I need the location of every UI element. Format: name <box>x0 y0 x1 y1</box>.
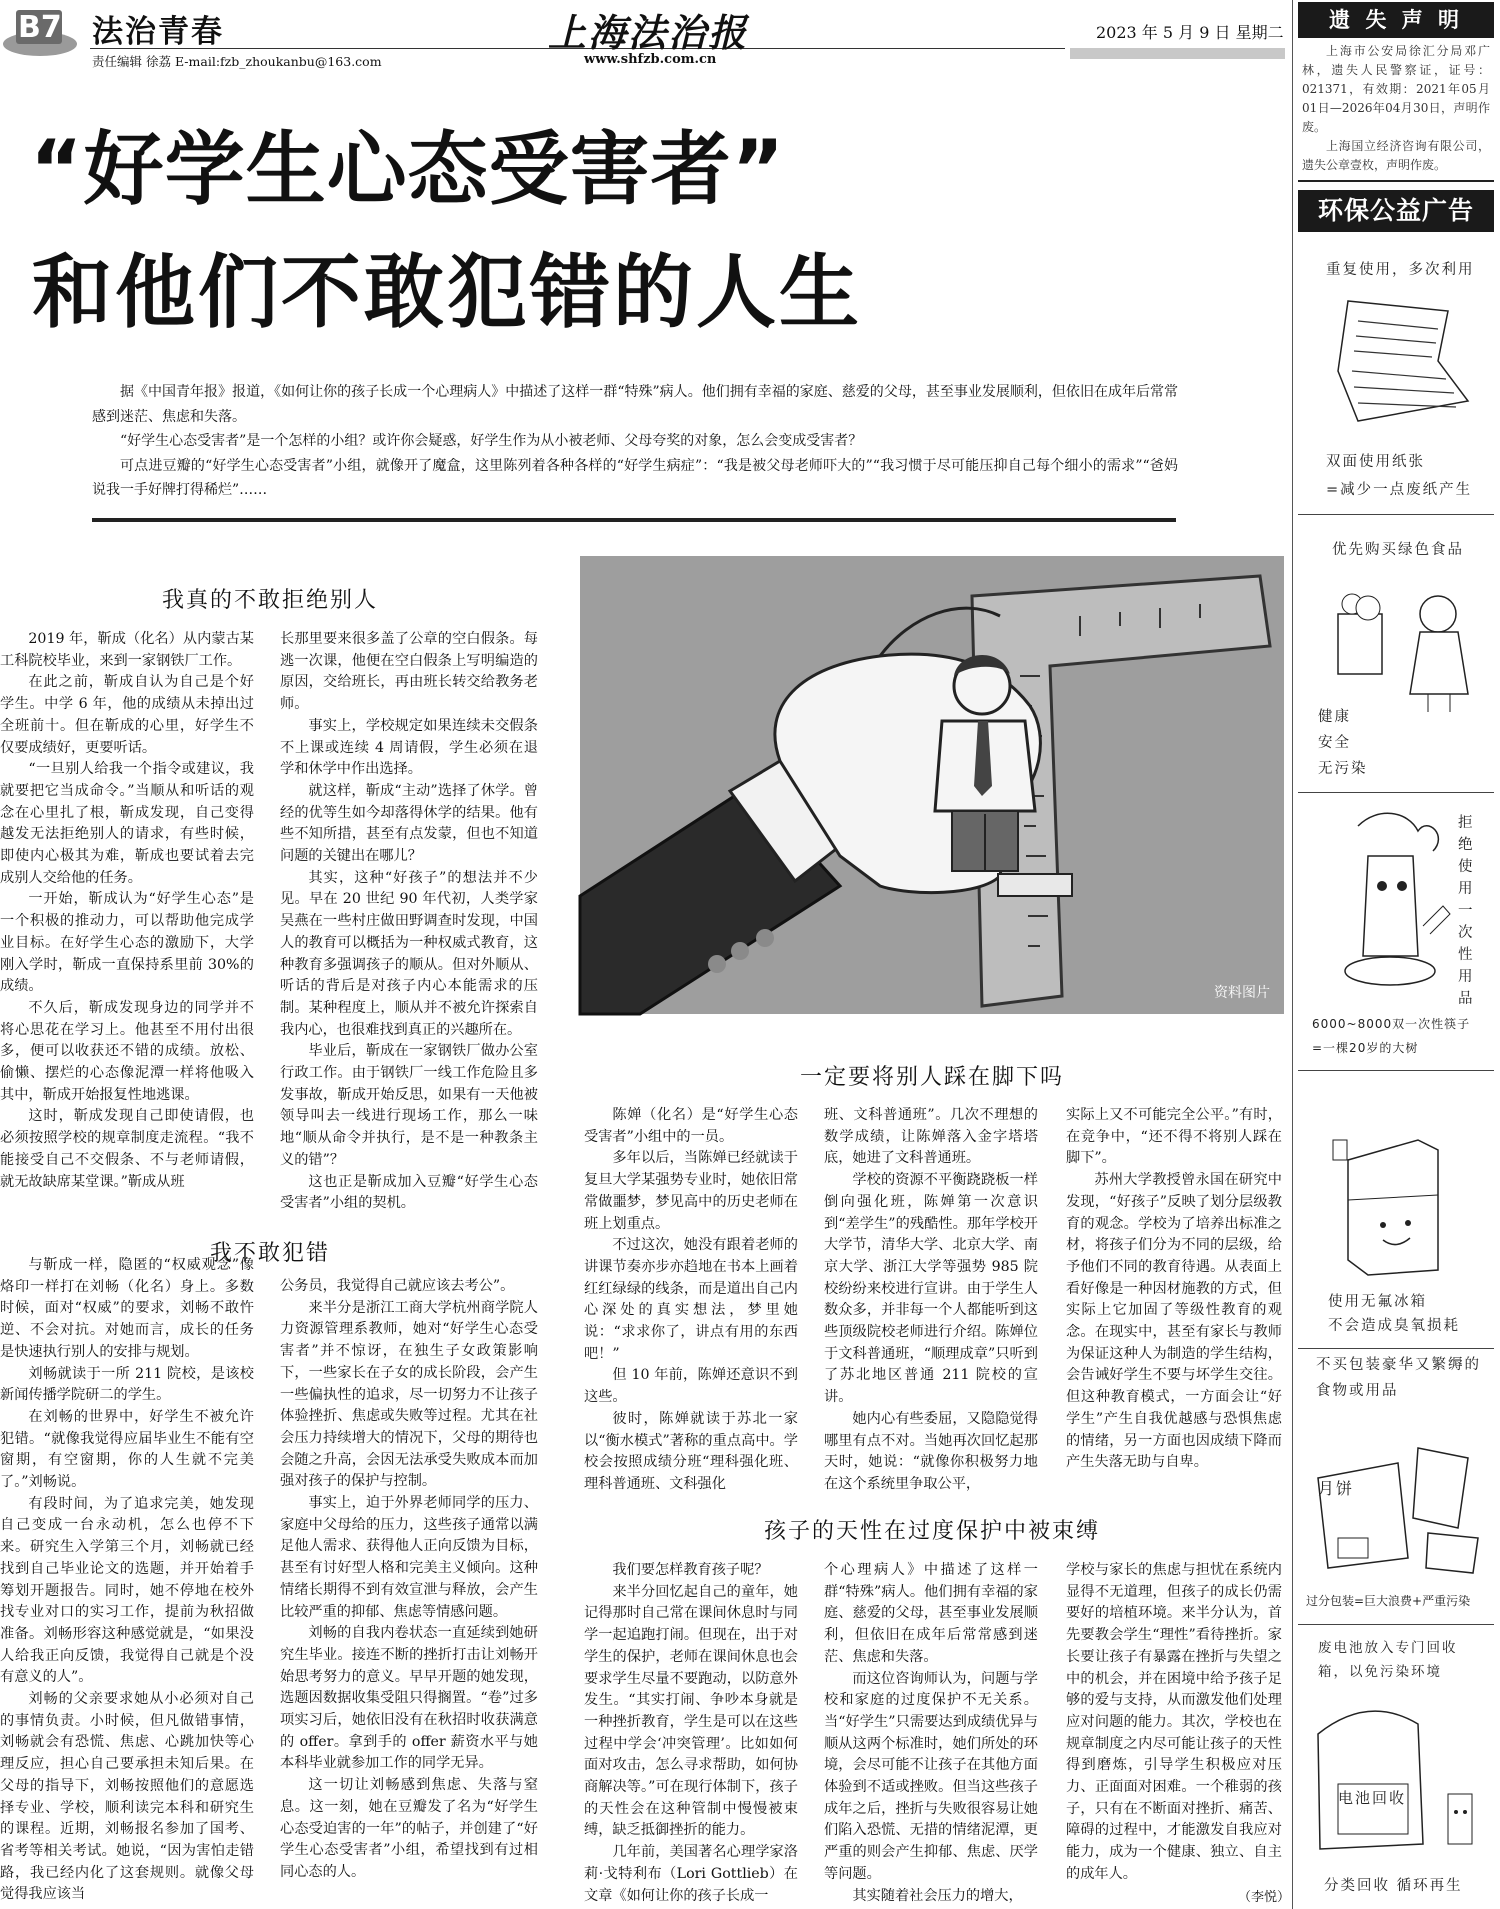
paragraph: 刘畅的自我内卷状态一直延续到她研究生毕业。接连不断的挫折打击让刘畅开始思考努力的意义。早早开题的她发现，选题因数据收集受阻只得搁置。“卷”过多项实习后，她依旧没有在秋招时收获满意的 offer。拿到手的 offer 薪资水平与她本科毕业就参加工作的同学无异。 <box>280 1625 538 1772</box>
section-title-3: 一定要将别人踩在脚下吗 <box>799 1065 1064 1090</box>
ad-bottom-text: 6000~8000双一次性筷子 =一棵20岁的大树 <box>1312 1017 1471 1055</box>
paragraph: 事实上，迫于外界老师同学的压力、家庭中父母给的压力，这些孩子通常以满足他人需求、获得他人正向反馈为目标，甚至有讨好型人格和完美主义倾向。这种情绪长期得不到有效宣泄与释放，会产生比较严重的抑郁、焦虑等情感问题。 <box>280 1495 538 1620</box>
headline-line1: “好学生心态受害者” <box>30 123 786 216</box>
fridge-sketch-icon <box>1328 1130 1478 1280</box>
paragraph: 不久后，靳成发现身边的同学并不将心思花在学习上。他甚至不用付出很多，便可以收获还不错的成绩。放松、偷懒、摆烂的心态像泥潭一样将他吸入其中，靳成开始报复性地逃课。 <box>0 999 254 1103</box>
paragraph: 几年前，美国著名心理学家洛莉·戈特利布（Lori Gottlieb）在文章《如何让你的孩子长成一 <box>584 1844 798 1904</box>
paragraph: 事实上，学校规定如果连续未交假条不上课或连续 4 周请假，学生必须在退学和休学中作出选择。 <box>280 717 538 778</box>
paragraph: 但 10 年前，陈婵还意识不到这些。 <box>584 1367 798 1406</box>
paragraph: “一旦别人给我一个指令或建议，我就要把它当成命令。”当顺从和听话的观念在心里扎了根，靳成发现，自己变得越发无法拒绝别人的请求，有些时候，即使内心极其为难，靳成也要试着去完成别人交给他的任务。 <box>0 761 254 886</box>
ad-top-text: 重复使用，多次利用 <box>1326 262 1475 278</box>
s4-col1 <box>584 1560 798 1909</box>
ad-top-text: 废电池放入专门回收箱，以免污染环境 <box>1318 1640 1458 1680</box>
paragraph: 有段时间，为了追求完美，她发现自己变成一台永动机，怎么也停不下来。研究生入学第三个月，刘畅就已经找到自己毕业论文的选题，并开始着手筹划开题报告。同时，她不停地在校外找专业对口的实习工作，提前为秋招做准备。刘畅形容这种感觉就是，“如果没人给我正向反馈，我觉得自己就是个没有意义的人”。 <box>0 1495 254 1686</box>
paragraph: 实际上又不可能完全公平。”有时，在竞争中，“还不得不将别人踩在脚下”。 <box>1066 1107 1282 1167</box>
section-title-4: 孩子的天性在过度保护中被束缚 <box>763 1519 1100 1544</box>
notice-body <box>1302 42 1490 172</box>
eco-ad-panel <box>1298 1348 1494 1625</box>
paragraph: 毕业后，靳成在一家钢铁厂做办公室行政工作。由于钢铁厂一线工作危险且多发事故，靳成开始反思，如果有一天他被领导叫去一线进行现场工作，那么一味地“顺从命令并执行，是不是一种教条主义的错”？ <box>280 1043 538 1168</box>
header-gray-bar <box>1070 48 1285 59</box>
ad-bottom-text: 健康 安全 无污染 <box>1318 709 1368 777</box>
main-illustration <box>580 556 1284 1014</box>
paragraph: 其实随着社会压力的增大， <box>852 1887 1023 1904</box>
paragraph: 班、文科普通班”。几次不理想的数学成绩，让陈婵落入金字塔塔底，她进了文科普通班。 <box>824 1107 1038 1167</box>
paragraph: 陈婵（化名）是“好学生心态受害者”小组中的一员。 <box>584 1107 798 1145</box>
paragraph: 多年以后，当陈婵已经就读于复旦大学某强势专业时，她依旧常常做噩梦，梦见高中的历史老师在班上划重点。 <box>584 1150 798 1232</box>
paragraph: 刘畅的父亲要求她从小必须对自己的事情负责。小时候，但凡做错事情，刘畅就会有恐慌、焦虑、心跳加快等心理反应，担心自己要承担未知后果。在父母的指导下，刘畅按照他们的意愿选择专业、学校，顺利读完本科和研究生的课程。近期，刘畅报名参加了国考、省考等相关考试。她说，“因为害怕走错路，我已经内化了这套规则。就像父母觉得我应该当 <box>0 1691 254 1903</box>
paragraph: 学校的资源不平衡跷跷板一样倒向强化班，陈婵第一次意识到“差学生”的残酷性。那年学校开大学节，清华大学、北京大学、南京大学、浙江大学等强势 985 院校纷纷来校进行宣讲。由于学生人数众多，并非每一个人都能听到这些顶级院校老师进行介绍。陈婵位于文科普通班，“顺理成章”只听到了苏北地区普通 211 院校的宣讲。 <box>824 1172 1038 1406</box>
eco-ad-panel <box>1298 1624 1494 1906</box>
s4-col2 <box>824 1560 1038 1909</box>
paragraph: 学校与家长的焦虑与担忧在系统内显得不无道理，但孩子的成长仍需要好的培植环境。来半分认为，首先要教会学生“理性”看待挫折。家长要让孩子有暴露在挫折与失望之中的机会，并在困境中给予孩子足够的爱与支持，从而激发他们处理应对问题的能力。其次，学校也在规章制度之内尽可能让孩子的天性得到磨炼，引导学生积极应对压力、正面面对困难。一个稚弱的孩子，只有在不断面对挫折、痛苦、障碍的过程中，才能激发自我应对能力，成为一个健康、独立、自主的成年人。 <box>1066 1562 1282 1882</box>
paragraph: 2019 年，靳成（化名）从内蒙古某工科院校毕业，来到一家钢铁厂工作。 <box>0 631 254 669</box>
girl-shopping-sketch-icon <box>1328 574 1478 714</box>
paragraph: 而这位咨询师认为，问题与学校和家庭的过度保护不无关系。当“好学生”只需要达到成绩优异与顺从这两个标准时，她们所处的环境，会尽可能不让孩子在其他方面体验到不适或挫败。但当这些孩子成年之后，挫折与失败很容易让她们陷入恐慌、无措的情绪泥潭，更严重的则会产生抑郁、焦虑、厌学等问题。 <box>824 1670 1038 1882</box>
eco-ad-panel <box>1298 236 1494 515</box>
notice-item: 上海市公安局徐汇分局邓广林，遗失人民警察证，证号：021371，有效期：2021年05月01日—2026年04月30日，声明作废。 <box>1302 44 1490 134</box>
s1-col1 <box>0 629 254 1190</box>
ad-bottom-text: 过分包装=巨大浪费+严重污染 <box>1306 1594 1471 1608</box>
paragraph: 不过这次，她没有跟着老师的讲课节奏亦步亦趋地在书本上画着红红绿绿的线条，而是道出自己内心深处的真实想法，梦里她说：“求求你了，讲点有用的东西吧！” <box>584 1237 798 1362</box>
paper-sketch-icon <box>1328 291 1478 431</box>
paragraph: 长那里要来很多盖了公章的空白假条。每逃一次课，他便在空白假条上写明编造的原因，交给班长，再由班长转交给教务老师。 <box>280 631 538 713</box>
lead-divider <box>92 518 1176 522</box>
s4-col3 <box>1066 1560 1282 1887</box>
box-label: 月饼 <box>1318 1479 1355 1498</box>
s3-col2 <box>824 1105 1038 1492</box>
notice-title <box>1298 2 1494 38</box>
section-name: 法治青春 <box>92 14 224 50</box>
ad-top-text: 不买包装豪华又繁缛的食物或用品 <box>1316 1357 1481 1399</box>
paragraph: 刘畅就读于一所 211 院校，是该校新闻传播学院研二的学生。 <box>0 1365 254 1404</box>
page-number: B7 <box>18 10 62 45</box>
page-badge <box>2 8 78 56</box>
paper-name: 上海法治报 <box>548 10 749 55</box>
lead-paragraphs <box>92 380 1178 503</box>
notice-title-text: 遗 失 声 明 <box>1329 8 1463 32</box>
ad-title <box>1298 190 1494 232</box>
date-line: 2023 年 5 月 9 日 星期二 <box>1096 23 1284 42</box>
sidebar-rule <box>1292 0 1293 1909</box>
paragraph: 彼时，陈婵就读于苏北一家以“衡水模式”著称的重点高中。学校会按照成绩分班“理科强化班、理科普通班、文科强化 <box>584 1410 798 1492</box>
eco-ad-panel <box>1298 1070 1494 1349</box>
paragraph: 其实，这种“好孩子”的想法并不少见。早在 20 世纪 90 年代初，人类学家吴燕在一些村庄做田野调查时发现，中国人的教育可以概括为一种权威式教育，这种教育多强调孩子的顺从。但对外顺从、听话的背后是对孩子内心本能需求的压制。某种程度上，顺从并不被允许探索自我内心，也很难找到真正的兴趣所在。 <box>280 869 538 1038</box>
photo-caption: 资料图片 <box>1214 985 1270 1001</box>
paragraph: 来半分是浙江工商大学杭州商学院人力资源管理系教师，她对“好学生心态受害者”并不惊讶，在独生子女政策影响下，一些家长在子女的成长阶段，会产生一些偏执性的追求，尽一切努力不让孩子体验挫折、焦虑或失败等过程。尤其在社会压力持续增大的情况下，父母的期待也会随之升高，会因无法承受失败成本而加强对孩子的保护与控制。 <box>280 1299 538 1490</box>
paragraph: 她内心有些委屈，又隐隐觉得哪里有点不对。当她再次回忆起那天时，她说：“就像你积极努力地在这个系统里争取公平， <box>824 1410 1038 1492</box>
website: www.shfzb.com.cn <box>584 52 717 67</box>
eco-ad-panel <box>1298 514 1494 793</box>
s1-col2 <box>280 629 538 1212</box>
ad-bottom-text: 分类回收 循环再生 <box>1324 1878 1463 1894</box>
ad-bottom-text: 使用无氟冰箱 不会造成臭氧损耗 <box>1328 1294 1460 1334</box>
ad-top-text: 拒绝使用一次性用品 <box>1458 815 1475 1007</box>
lead-paragraph: 据《中国青年报》报道，《如何让你的孩子长成一个心理病人》中描述了这样一群“特殊”病人。他们拥有幸福的家庭、慈爱的父母，甚至事业发展顺利，但依旧在成年后常常感到迷茫、焦虑和失落。 <box>92 384 1178 425</box>
paragraph: 我们要怎样教育孩子呢？ <box>612 1562 769 1578</box>
ad-top-text: 优先购买绿色食品 <box>1332 542 1464 558</box>
s3-col3 <box>1066 1105 1282 1477</box>
notice-item: 上海国立经济咨询有限公司，遗失公章壹枚，声明作废。 <box>1302 139 1490 172</box>
paragraph: 这一切让刘畅感到焦虑、失落与窒息。这一刻，她在豆瓣发了名为“好学生心态受迫害的一年”的帖子，并创建了“好学生心态受害者”小组，希望找到有过相同心态的人。 <box>280 1777 538 1880</box>
paragraph: 与靳成一样，隐匿的“权威观念”像烙印一样打在刘畅（化名）身上。多数时候，面对“权威”的要求，刘畅不敢忤逆、不会对抗。对她而言，成长的任务是快速执行别人的安排与规划。 <box>0 1257 254 1360</box>
battery-box-sketch-icon <box>1308 1694 1488 1864</box>
s2-col2 <box>280 1276 538 1909</box>
s3-col1 <box>584 1105 798 1492</box>
headline-line2: 和他们不敢犯错的人生 <box>32 246 862 339</box>
paragraph: 就这样，靳成“主动”选择了休学。曾经的优等生如今却落得休学的结果。他有些不知所措，甚至有点发蒙，但也不知道问题的关键出在哪儿？ <box>280 782 538 865</box>
eco-ad-panel <box>1298 792 1494 1071</box>
byline: （李悦） <box>1238 1890 1291 1905</box>
paragraph: 一开始，靳成认为“好学生心态”是一个积极的推动力，可以帮助他完成学业目标。在好学生心态的激励下，大学刚入学时，靳成一直保持系里前 30%的成绩。 <box>0 891 254 995</box>
paragraph: 这也正是靳成加入豆瓣“好学生心态受害者”小组的契机。 <box>280 1173 538 1212</box>
lead-paragraph: 可点进豆瓣的“好学生心态受害者”小组，就像开了魔盒，这里陈列着各种各样的“好学生病症”：“我是被父母老师吓大的”“我习惯于尽可能压抑自己每个细小的需求”“爸妈说我一手好牌打得稀烂”…… <box>92 457 1178 498</box>
ad-title-text: 环保公益广告 <box>1317 196 1474 225</box>
ruler-hand-illustration <box>580 556 1284 1014</box>
editor-line: 责任编辑 徐荔 E-mail:fzb_zhoukanbu@163.com <box>92 54 382 69</box>
section-title-2: 我不敢犯错 <box>209 1241 330 1266</box>
notice-bottom-rule <box>1298 180 1494 182</box>
paragraph: 个心理病人》中描述了这样一群“特殊”病人。他们拥有幸福的家庭、慈爱的父母，甚至事业发展顺利，但依旧在成年后常常感到迷茫、焦虑和失落。 <box>824 1562 1038 1665</box>
ad-bottom-text: 双面使用纸张 =减少一点废纸产生 <box>1326 454 1473 498</box>
paragraph: 公务员，我觉得自己就应该去考公”。 <box>280 1278 515 1294</box>
tree-stump-sketch-icon <box>1318 806 1458 1006</box>
section-title-1: 我真的不敢拒绝别人 <box>161 588 378 613</box>
paragraph: 在刘畅的世界中，好学生不被允许犯错。“就像我觉得应届毕业生不能有空窗期，有空窗期，你的人生就不完美了。”刘畅说。 <box>0 1408 254 1491</box>
s2-col1 <box>0 1255 254 1909</box>
lead-paragraph: “好学生心态受害者”是一个怎样的小组？或许你会疑惑，好学生作为从小被老师、父母夸奖的对象，怎么会变成受害者？ <box>120 433 863 449</box>
paragraph: 在此之前，靳成自认为自己是个好学生。中学 6 年，他的成绩从未掉出过全班前十。但在靳成的心里，好学生不仅要成绩好，更要听话。 <box>0 674 254 756</box>
paragraph: 苏州大学教授曾永国在研究中发现，“好孩子”反映了划分层级教育的观念。学校为了培养出标准之材，将孩子们分为不同的层级，给予他们不同的教育待遇。从表面上看好像是一种因材施教的方式，但实际上它加固了等级性教育的观念。在现实中，甚至有家长与教师为保证这种人为制造的学生结构，会告诫好学生不要与坏学生交往。但这种教育模式，一方面会让“好学生”产生自我优越感与恐惧焦虑的情绪，另一方面也因成绩下降而产生失落无助与自卑。 <box>1066 1172 1282 1471</box>
paragraph: 来半分回忆起自己的童年，她记得那时自己常在课间休息时与同学一起追跑打闹。但现在，出于对学生的保护，老师在课间休息也会要求学生尽量不要跑动，以防意外发生。“其实打闹、争吵本身就是一种挫折教育，学生是可以在这些过程中学会‘冲突管理’。比如如何面对攻击，怎么寻求帮助，如何协商解决等。”可在现行体制下，孩子的天性会在这种管制中慢慢被束缚，缺乏抵御挫折的能力。 <box>584 1583 798 1839</box>
battery-label: 电池回收 <box>1338 1789 1407 1807</box>
paragraph: 这时，靳成发现自己即使请假，也必须按照学校的规章制度走流程。“我不能接受自己不交假条、不与老师请假，就无故缺席某堂课。”靳成从班 <box>0 1108 254 1190</box>
